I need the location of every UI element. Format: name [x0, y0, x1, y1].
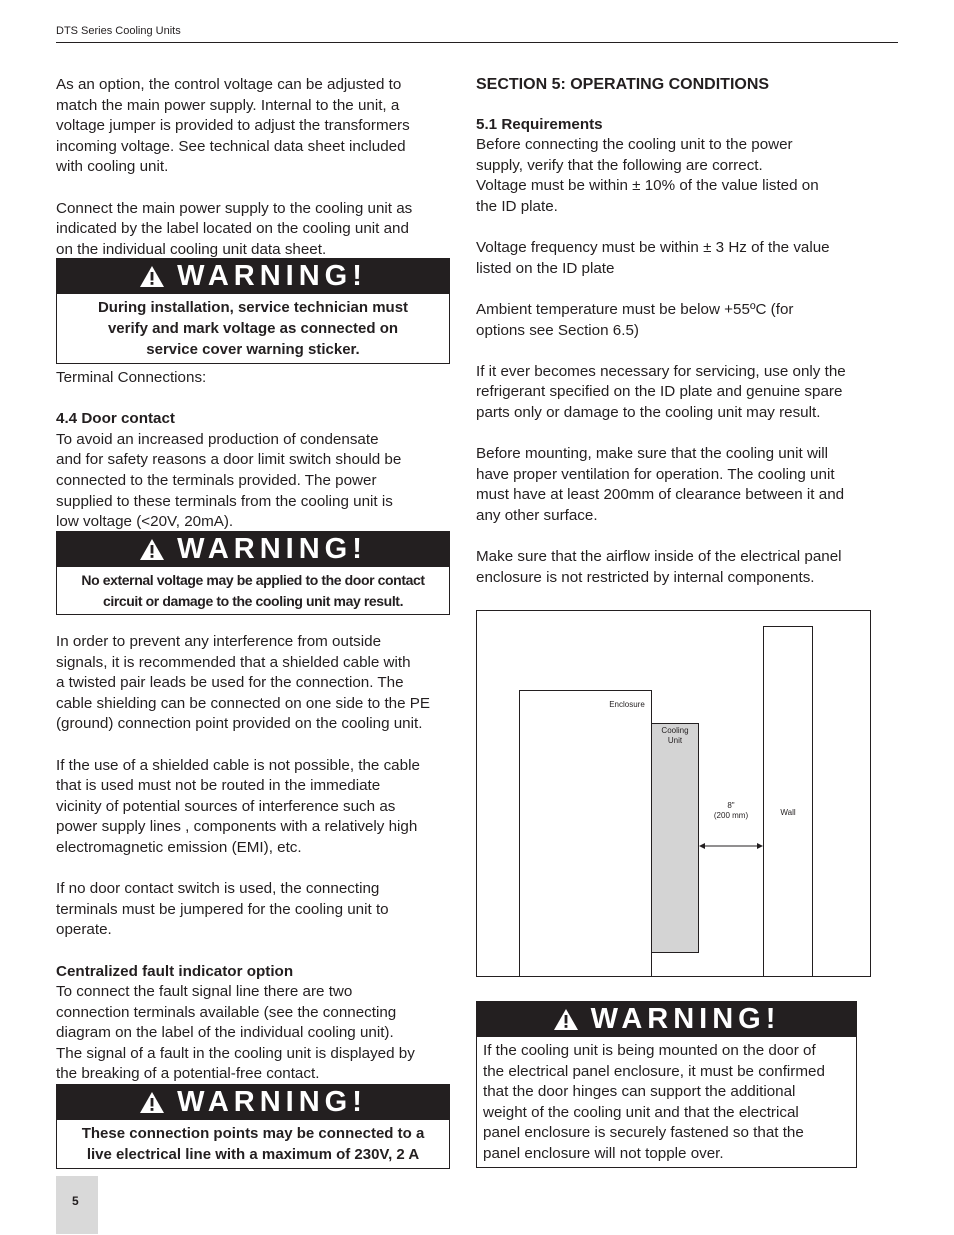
paragraph: Voltage frequency must be within ± 3 Hz of the value listed on the ID plate — [476, 239, 830, 277]
warning-text: During installation, service technician must verify and mark voltage as connected on service cover warning sticker. — [97, 299, 409, 358]
warning-banner: WARNING! — [57, 532, 449, 567]
enclosure-label: Enclosure — [609, 700, 645, 709]
warning-triangle-icon — [139, 265, 165, 288]
wall-label: Wall — [780, 808, 796, 817]
paragraph: Make sure that the airflow inside of the electrical panel enclosure is not restricted by internal components. — [476, 548, 842, 586]
paragraph: If the use of a shielded cable is not possible, the cable that is used must not be routed in the immediate vicinity of potential sources of interference such as power supply lines , components with a relatively high electromagnetic emission (EMI), etc. — [56, 756, 420, 856]
left-column-top — [56, 75, 456, 260]
door-contact-heading: 4.4 Door contact — [56, 410, 175, 428]
warning-triangle-icon — [553, 1008, 579, 1031]
paragraph: Before mounting, make sure that the cooling unit will have proper ventilation for operation. The cooling unit must have at least 200mm of clearance between it and any other surface. — [476, 445, 845, 524]
clearance-label: 8" (200 mm) — [713, 801, 749, 820]
paragraph: If it ever becomes necessary for servicing, use only the refrigerant specified on the ID plate and genuine spare parts only or damage to the cooling unit may result. — [476, 362, 846, 421]
page-number-tab — [56, 1176, 98, 1234]
running-header: DTS Series Cooling Units — [56, 25, 181, 37]
cooling-unit-shape — [651, 723, 699, 953]
page-number: 5 — [72, 1194, 79, 1208]
clearance-diagram — [476, 610, 871, 977]
warning-box — [56, 258, 450, 364]
warning-text: These connection points may be connected to a live electrical line with a maximum of 230V, 2 A — [81, 1125, 425, 1163]
header-rule — [56, 42, 898, 43]
warning-triangle-icon — [139, 538, 165, 561]
wall-shape — [763, 626, 813, 977]
paragraph: As an option, the control voltage can be adjusted to match the main power supply. Internal to the unit, a voltage jumper is provided to adjust the transformers incoming voltage. See technical data sheet included with cooling unit. — [56, 76, 410, 176]
right-column — [476, 75, 886, 588]
left-column-bottom — [56, 632, 456, 1085]
warning-banner: WARNING! — [477, 1002, 856, 1037]
enclosure-shape — [519, 690, 652, 977]
fault-indicator-heading: Centralized fault indicator option — [56, 962, 294, 980]
left-column-mid — [56, 368, 456, 533]
warning-banner: WARNING! — [57, 259, 449, 294]
warning-banner: WARNING! — [57, 1085, 449, 1120]
paragraph: Before connecting the cooling unit to the power supply, verify that the following are correct. Voltage must be within ± 10% of the value listed on the ID plate. — [476, 136, 819, 215]
cooling-unit-label: Cooling Unit — [661, 726, 689, 745]
requirements-heading: 5.1 Requirements — [476, 115, 603, 133]
paragraph: To avoid an increased production of condensate and for safety reasons a door limit switch should be connected to the terminals provided. The power supplied to these terminals from the cooling unit is low voltage (<20V, 20mA). — [56, 430, 402, 531]
paragraph: In order to prevent any interference from outside signals, it is recommended that a shielded cable with a twisted pair leads be used for the connection. The cable shielding can be connected on one side to the PE (ground) connection point provided on the cooling unit. — [56, 633, 431, 733]
paragraph: To connect the fault signal line there are two connection terminals available (see the connecting diagram on the label of the individual cooling unit). The signal of a fault in the cooling unit is displayed by the breaking of a potential-free contact. — [56, 983, 415, 1083]
warning-box — [56, 531, 450, 615]
section-heading: SECTION 5: OPERATING CONDITIONS — [476, 76, 770, 93]
clearance-arrow-icon — [699, 839, 763, 853]
warning-triangle-icon — [139, 1091, 165, 1114]
terminal-connections-label: Terminal Connections: — [56, 369, 207, 386]
warning-box — [476, 1001, 857, 1168]
paragraph: Ambient temperature must be below +55ºC (for options see Section 6.5) — [476, 300, 794, 339]
paragraph: If no door contact switch is used, the connecting terminals must be jumpered for the cooling unit to operate. — [56, 880, 389, 939]
warning-box — [56, 1084, 450, 1169]
paragraph: Connect the main power supply to the cooling unit as indicated by the label located on the cooling unit and on the individual cooling unit data sheet. — [56, 199, 413, 258]
warning-text: If the cooling unit is being mounted on the door of the electrical panel enclosure, it must be confirmed that the door hinges can support the additional weight of the cooling unit and that the electrical panel enclosure is securely fastened so that the panel enclosure will not topple over. — [483, 1042, 825, 1162]
warning-text: No external voltage may be applied to the door contact circuit or damage to the cooling unit may result. — [81, 572, 425, 609]
